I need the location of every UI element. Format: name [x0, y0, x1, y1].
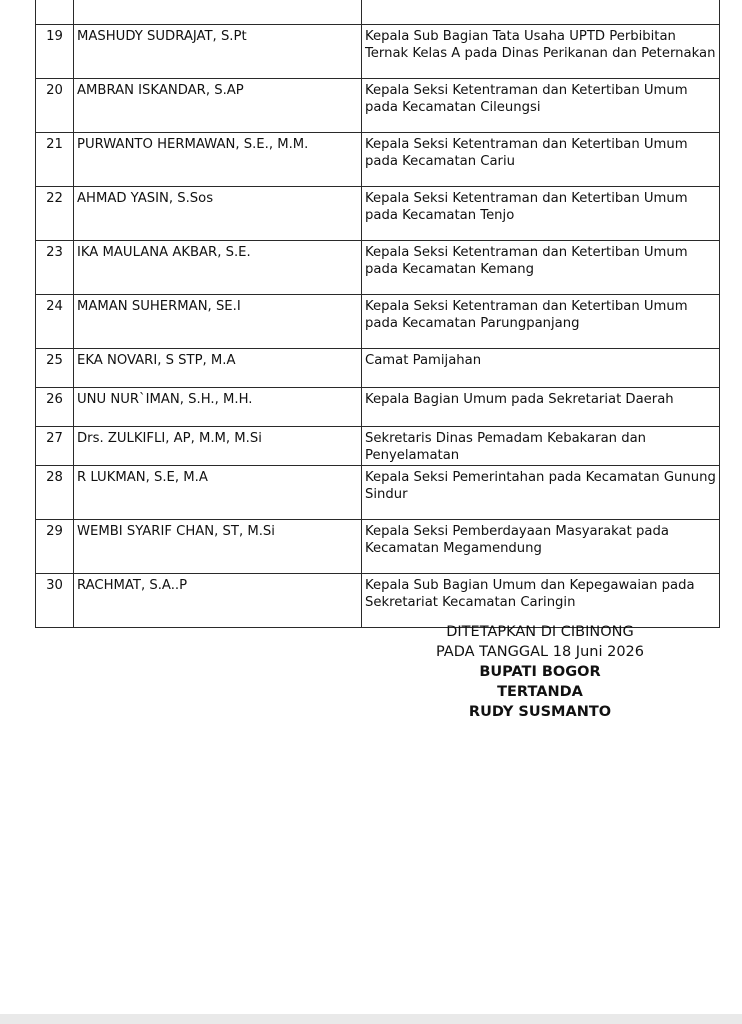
official-name: MASHUDY SUDRAJAT, S.Pt — [74, 25, 362, 79]
official-position: Kepala Seksi Ketentraman dan Ketertiban Umum pada Kecamatan Cariu — [362, 133, 720, 187]
official-name: AMBRAN ISKANDAR, S.AP — [74, 79, 362, 133]
row-number: 27 — [36, 427, 74, 466]
official-position: Kepala Seksi Ketentraman dan Ketertiban Umum pada Kecamatan Tenjo — [362, 187, 720, 241]
issued-date: PADA TANGGAL 18 Juni 2026 — [435, 644, 644, 660]
official-name: UNU NUR`IMAN, S.H., M.H. — [74, 388, 362, 427]
signatory-name: RUDY SUSMANTO — [468, 704, 612, 720]
official-name: MAMAN SUHERMAN, SE.I — [74, 295, 362, 349]
table-row — [36, 388, 720, 427]
row-number: 21 — [36, 133, 74, 187]
official-name: RACHMAT, S.A..P — [74, 574, 362, 628]
official-name: WEMBI SYARIF CHAN, ST, M.Si — [74, 520, 362, 574]
official-name: PURWANTO HERMAWAN, S.E., M.M. — [74, 133, 362, 187]
row-number: 25 — [36, 349, 74, 388]
official-position: Kepala Seksi Ketentraman dan Ketertiban Umum pada Kecamatan Cileungsi — [362, 79, 720, 133]
row-number: 28 — [36, 466, 74, 520]
official-name: IKA MAULANA AKBAR, S.E. — [74, 241, 362, 295]
table-row — [36, 0, 720, 25]
table-row — [36, 241, 720, 295]
table-row — [36, 187, 720, 241]
signature-block — [420, 622, 660, 722]
row-number: 22 — [36, 187, 74, 241]
row-number: 19 — [36, 25, 74, 79]
official-position: Sekretaris Dinas Pemadam Kebakaran dan Penyelamatan — [362, 427, 720, 466]
table-row — [36, 427, 720, 466]
official-position: Kepala Seksi Pemerintahan pada Kecamatan Gunung Sindur — [362, 466, 720, 520]
issued-place: DITETAPKAN DI CIBINONG — [446, 624, 634, 640]
table-row — [36, 79, 720, 133]
row-number: 24 — [36, 295, 74, 349]
table-row — [36, 295, 720, 349]
official-name: R LUKMAN, S.E, M.A — [74, 466, 362, 520]
official-position: Kepala Seksi Pemberdayaan Masyarakat pada Kecamatan Megamendung — [362, 520, 720, 574]
official-title: BUPATI BOGOR — [479, 664, 601, 680]
official-name — [74, 0, 362, 25]
row-number: 23 — [36, 241, 74, 295]
official-name: Drs. ZULKIFLI, AP, M.M, M.Si — [74, 427, 362, 466]
official-position: Kepala Sub Bagian Umum dan Kepegawaian pada Sekretariat Kecamatan Caringin — [362, 574, 720, 628]
official-position: Kepala Seksi Ketentraman dan Ketertiban Umum pada Kecamatan Parungpanjang — [362, 295, 720, 349]
row-number — [36, 0, 74, 25]
table-row — [36, 466, 720, 520]
table-row — [36, 133, 720, 187]
official-position: Kepala Sub Bagian Tata Usaha UPTD Perbibitan Ternak Kelas A pada Dinas Perikanan dan Peternakan — [362, 25, 720, 79]
table-row — [36, 520, 720, 574]
official-position: Kepala Seksi Ketentraman dan Ketertiban Umum pada Kecamatan Kemang — [362, 241, 720, 295]
page-bottom-edge — [0, 1014, 742, 1024]
official-position: Camat Pamijahan — [362, 349, 720, 388]
official-name: AHMAD YASIN, S.Sos — [74, 187, 362, 241]
table-row — [36, 349, 720, 388]
officials-table — [35, 0, 720, 628]
row-number: 29 — [36, 520, 74, 574]
signed-label: TERTANDA — [497, 684, 583, 700]
row-number: 26 — [36, 388, 74, 427]
official-position: Kepala Bagian Umum pada Sekretariat Daerah — [362, 388, 720, 427]
official-position — [362, 0, 720, 25]
row-number: 20 — [36, 79, 74, 133]
table-row — [36, 25, 720, 79]
official-name: EKA NOVARI, S STP, M.A — [74, 349, 362, 388]
table-row — [36, 574, 720, 628]
row-number: 30 — [36, 574, 74, 628]
